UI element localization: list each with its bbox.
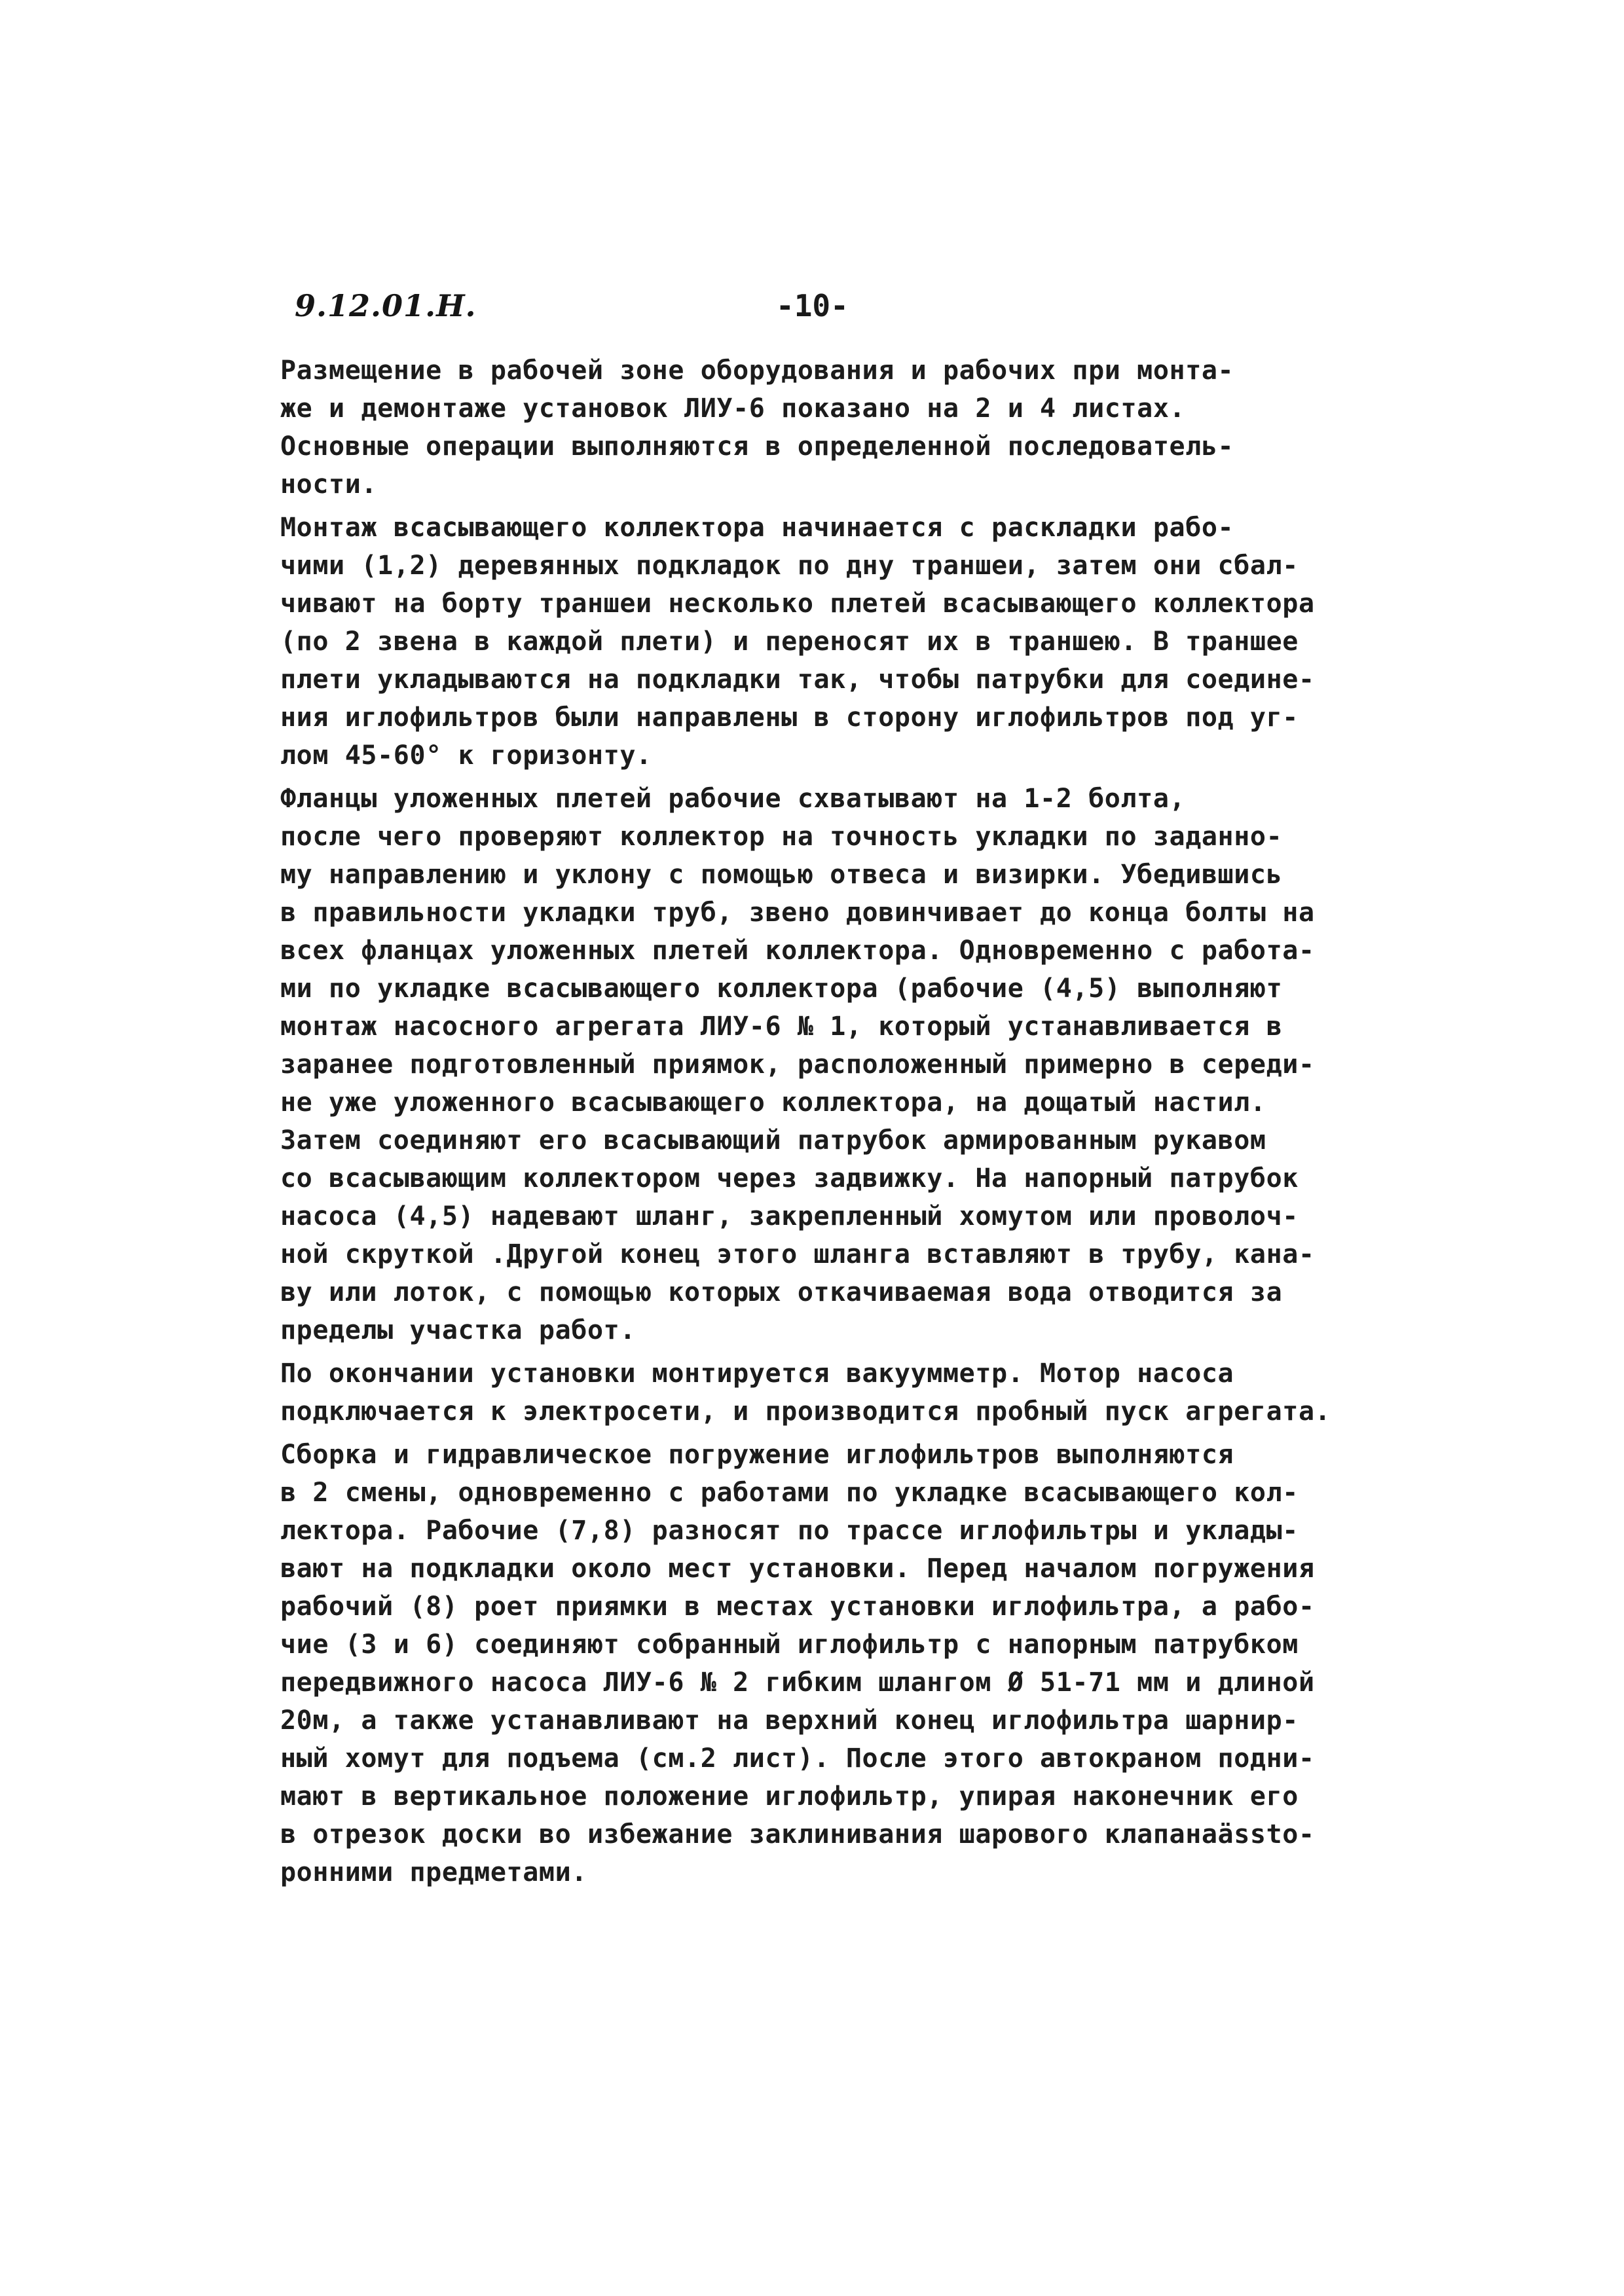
text-line: заранее подготовленный приямок, расположенный примерно в середи- bbox=[280, 1049, 1315, 1080]
text-line: насоса (4,5) надевают шланг, закрепленный хомутом или проволоч- bbox=[280, 1201, 1299, 1231]
text-line: Размещение в рабочей зоне оборудования и рабочих при монта- bbox=[280, 355, 1234, 386]
text-line: вают на подкладки около мест установки. Перед началом погружения bbox=[280, 1554, 1315, 1584]
text-line: в 2 смены, одновременно с работами по укладке всасывающего кол- bbox=[280, 1478, 1299, 1508]
text-line: после чего проверяют коллектор на точность укладки по заданно- bbox=[280, 822, 1283, 852]
text-line: По окончании установки монтируется вакуумметр. Мотор насоса bbox=[280, 1358, 1234, 1389]
text-line: плети укладываются на подкладки так, чтобы патрубки для соедине- bbox=[280, 665, 1315, 695]
document-code: 9.12.01.Н. bbox=[295, 288, 477, 323]
text-line: Сборка и гидравлическое погружение иглофильтров выполняются bbox=[280, 1440, 1234, 1470]
text-line: Затем соединяют его всасывающий патрубок армированным рукавом bbox=[280, 1125, 1266, 1156]
text-line: ной скруткой .Другой конец этого шланга вставляют в трубу, кана- bbox=[280, 1239, 1315, 1269]
text-line: ный хомут для подъема (см.2 лист). После этого автокраном подни- bbox=[280, 1743, 1315, 1774]
text-line: ронними предметами. bbox=[280, 1857, 587, 1887]
text-line: Монтаж всасывающего коллектора начинается с раскладки рабо- bbox=[280, 513, 1234, 543]
text-line: монтаж насосного агрегата ЛИУ-6 № 1, который устанавливается в bbox=[280, 1011, 1283, 1042]
text-line: ву или лоток, с помощью которых откачиваемая вода отводится за bbox=[280, 1277, 1283, 1307]
text-line: не уже уложенного всасывающего коллектора, на дощатый настил. bbox=[280, 1087, 1266, 1118]
text-line: всех фланцах уложенных плетей коллектора. Одновременно с работа- bbox=[280, 936, 1315, 966]
text-line: же и демонтаже установок ЛИУ-6 показано на 2 и 4 листах. bbox=[280, 393, 1186, 424]
text-line: рабочий (8) роет приямки в местах установки иглофильтра, а рабо- bbox=[280, 1592, 1315, 1622]
text-line: лом 45-60° к горизонту. bbox=[280, 740, 652, 771]
text-line: му направлению и уклону с помощью отвеса и визирки. Убедившись bbox=[280, 860, 1283, 890]
text-line: пределы участка работ. bbox=[280, 1315, 637, 1345]
text-line: (по 2 звена в каждой плети) и переносят их в траншею. В траншее bbox=[280, 627, 1299, 657]
text-line: в правильности укладки труб, звено довинчивает до конца болты на bbox=[280, 898, 1315, 928]
text-line: чими (1,2) деревянных подкладок по дну траншеи, затем они сбал- bbox=[280, 551, 1299, 581]
text-line: Основные операции выполняются в определенной последователь- bbox=[280, 431, 1234, 462]
text-line: чивают на борту траншеи несколько плетей всасывающего коллектора bbox=[280, 589, 1315, 619]
text-line: подключается к электросети, и производится пробный пуск агрегата. bbox=[280, 1396, 1331, 1427]
text-line: мают в вертикальное положение иглофильтр, упирая наконечник его bbox=[280, 1781, 1299, 1812]
text-line: в отрезок доски во избежание заклинивания шарового клапанаässto- bbox=[280, 1819, 1315, 1850]
page-number: -10- bbox=[776, 288, 849, 323]
text-line: ния иглофильтров были направлены в сторону иглофильтров под уг- bbox=[280, 702, 1299, 733]
text-line: Фланцы уложенных плетей рабочие схватывают на 1-2 болта, bbox=[280, 784, 1186, 814]
text-line: передвижного насоса ЛИУ-6 № 2 гибким шлангом Ø 51-71 мм и длиной bbox=[280, 1667, 1315, 1698]
text-line: ности. bbox=[280, 469, 378, 500]
text-line: 20м, а также устанавливают на верхний конец иглофильтра шарнир- bbox=[280, 1705, 1299, 1736]
text-line: ми по укладке всасывающего коллектора (рабочие (4,5) выполняют bbox=[280, 974, 1283, 1004]
text-line: лектора. Рабочие (7,8) разносят по трассе иглофильтры и уклады- bbox=[280, 1516, 1299, 1546]
text-line: со всасывающим коллектором через задвижку. На напорный патрубок bbox=[280, 1163, 1299, 1194]
text-line: чие (3 и 6) соединяют собранный иглофильтр с напорным патрубком bbox=[280, 1630, 1299, 1660]
